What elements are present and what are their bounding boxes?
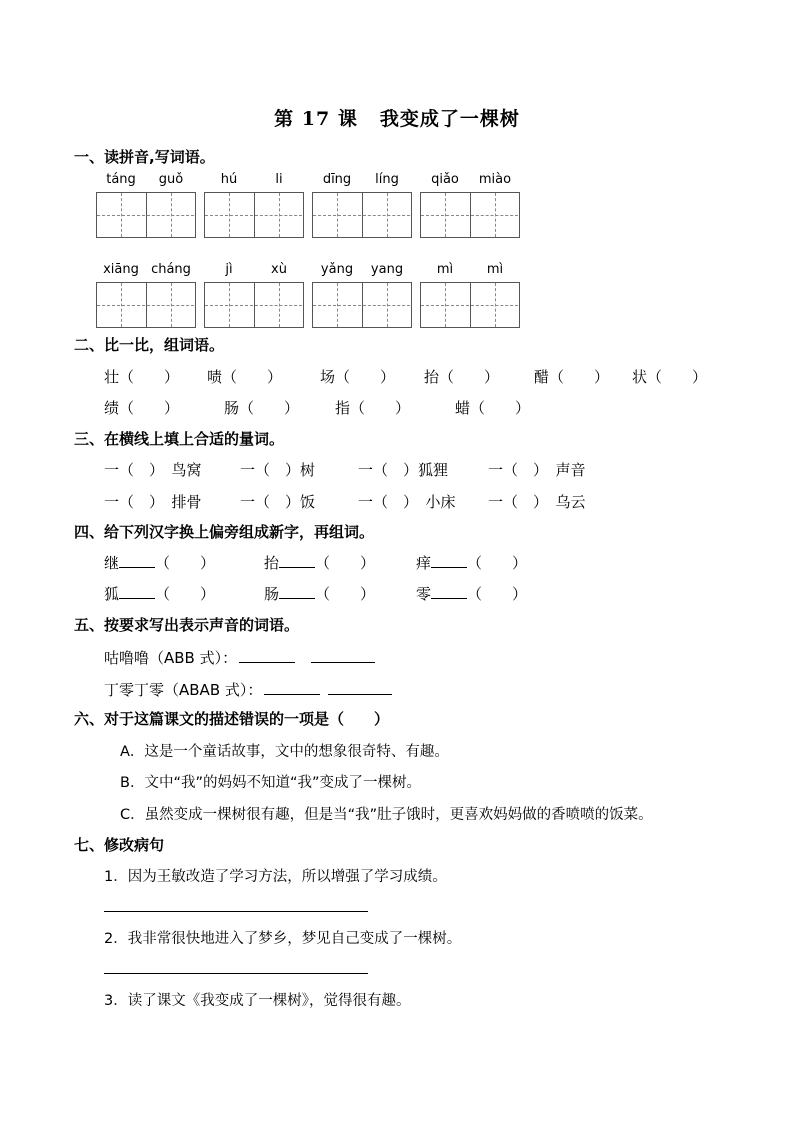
section-7-heading: 七、修改病句 xyxy=(74,836,165,854)
pinyin-syllable: yang xyxy=(370,262,404,277)
radical-item xyxy=(416,583,527,604)
sentence-item: 1．因为王敏改造了学习方法，所以增强了学习成绩。 xyxy=(104,869,447,885)
section-3-heading: 三、在横线上填上合适的量词。 xyxy=(74,430,285,448)
measure-word-item: 一（ ） 小床 xyxy=(358,493,456,511)
answer-paren: （ ） xyxy=(315,585,376,603)
pinyin-syllable: táng xyxy=(106,172,136,187)
writing-box-pair[interactable] xyxy=(204,282,304,328)
answer-paren: （ ） xyxy=(155,585,216,603)
radical-char: 肠 xyxy=(264,585,280,603)
answer-blank[interactable] xyxy=(431,553,467,568)
writing-box-pair[interactable] xyxy=(312,282,412,328)
answer-blank[interactable] xyxy=(279,584,315,599)
measure-word-item: 一（ ） 声音 xyxy=(488,461,586,479)
pinyin-syllable: li xyxy=(275,172,283,187)
writing-box-pair[interactable] xyxy=(420,192,520,238)
pinyin-syllable: mì xyxy=(436,262,454,277)
answer-line[interactable] xyxy=(104,911,368,912)
answer-blank[interactable] xyxy=(264,680,320,695)
option-c[interactable]: C．虽然变成一棵树很有趣，但是当“我”肚子饿时，更喜欢妈妈做的香喷喷的饭菜。 xyxy=(120,807,653,823)
pinyin-syllable: mì xyxy=(486,262,504,277)
writing-box-pair[interactable] xyxy=(204,192,304,238)
pinyin-syllable: yǎng xyxy=(320,262,354,277)
answer-paren: （ ） xyxy=(467,585,528,603)
pinyin-syllable: dīng xyxy=(322,172,352,187)
compare-item: 状（ ） xyxy=(632,368,708,386)
compare-item: 绩（ ） xyxy=(104,399,180,417)
section-5-heading: 五、按要求写出表示声音的词语。 xyxy=(74,616,300,634)
pinyin-syllable: xiāng xyxy=(103,262,139,277)
radical-item xyxy=(264,583,375,604)
compare-item: 醋（ ） xyxy=(534,368,610,386)
radical-item xyxy=(264,552,375,573)
compare-item: 蜡（ ） xyxy=(455,399,531,417)
compare-item: 啧（ ） xyxy=(207,368,283,386)
radical-char: 狐 xyxy=(104,585,120,603)
lesson-number: 第 17 课 xyxy=(274,108,358,130)
sound-word-line-abb xyxy=(104,647,375,668)
sentence-item: 3．读了课文《我变成了一棵树》，觉得很有趣。 xyxy=(104,993,411,1009)
writing-box-pair[interactable] xyxy=(96,192,196,238)
section-1-heading: 一、读拼音,写词语。 xyxy=(74,148,215,166)
pinyin-syllable: líng xyxy=(375,172,399,187)
section-2-heading: 二、比一比，组词语。 xyxy=(74,336,225,354)
radical-item xyxy=(104,552,215,573)
pinyin-syllable: miào xyxy=(478,172,512,187)
lesson-name: 我变成了一棵树 xyxy=(379,108,520,130)
writing-box-pair[interactable] xyxy=(420,282,520,328)
radical-char: 零 xyxy=(416,585,432,603)
measure-word-item: 一（ ） 排骨 xyxy=(104,493,202,511)
pinyin-syllable: qiǎo xyxy=(431,172,459,187)
radical-char: 继 xyxy=(104,554,120,572)
answer-blank[interactable] xyxy=(311,648,375,663)
compare-item: 指（ ） xyxy=(335,399,411,417)
answer-blank[interactable] xyxy=(431,584,467,599)
measure-word-item: 一（ ）狐狸 xyxy=(358,461,449,479)
answer-paren: （ ） xyxy=(467,554,528,572)
answer-blank[interactable] xyxy=(279,553,315,568)
pinyin-syllable: jì xyxy=(225,262,233,277)
measure-word-item: 一（ ）饭 xyxy=(240,493,316,511)
answer-line[interactable] xyxy=(104,973,368,974)
measure-word-item: 一（ ） 鸟窝 xyxy=(104,461,202,479)
radical-char: 痒 xyxy=(416,554,432,572)
radical-item xyxy=(104,583,215,604)
option-a[interactable]: A．这是一个童话故事，文中的想象很奇特、有趣。 xyxy=(120,744,449,760)
page-title xyxy=(0,104,794,131)
radical-item xyxy=(416,552,527,573)
answer-blank[interactable] xyxy=(328,680,392,695)
option-b[interactable]: B．文中“我”的妈妈不知道“我”变成了一棵树。 xyxy=(120,775,421,791)
answer-blank[interactable] xyxy=(119,553,155,568)
measure-word-item: 一（ ） 乌云 xyxy=(488,493,586,511)
pinyin-syllable: xù xyxy=(271,262,287,277)
section-6-heading: 六、对于这篇课文的描述错误的一项是（ ） xyxy=(74,710,390,728)
pinyin-row-1 xyxy=(96,172,526,242)
section-4-heading: 四、给下列汉字换上偏旁组成新字，再组词。 xyxy=(74,523,375,541)
compare-item: 壮（ ） xyxy=(104,368,180,386)
compare-item: 场（ ） xyxy=(320,368,396,386)
pinyin-syllable: hú xyxy=(220,172,238,187)
answer-blank[interactable] xyxy=(119,584,155,599)
writing-box-pair[interactable] xyxy=(312,192,412,238)
pinyin-row-2 xyxy=(96,262,526,332)
radical-char: 抬 xyxy=(264,554,280,572)
pinyin-syllable: cháng xyxy=(151,262,191,277)
measure-word-item: 一（ ）树 xyxy=(240,461,316,479)
compare-item: 抬（ ） xyxy=(424,368,500,386)
sound-word-prompt: 咕噜噜（ABB 式）： xyxy=(104,649,238,667)
answer-paren: （ ） xyxy=(315,554,376,572)
pinyin-syllable: guǒ xyxy=(158,172,184,187)
writing-box-pair[interactable] xyxy=(96,282,196,328)
answer-blank[interactable] xyxy=(239,648,295,663)
sentence-item: 2．我非常很快地进入了梦乡，梦见自己变成了一棵树。 xyxy=(104,931,462,947)
sound-word-line-abab xyxy=(104,679,392,700)
answer-paren: （ ） xyxy=(155,554,216,572)
compare-item: 肠（ ） xyxy=(224,399,300,417)
sound-word-prompt: 丁零丁零（ABAB 式）： xyxy=(104,681,263,699)
